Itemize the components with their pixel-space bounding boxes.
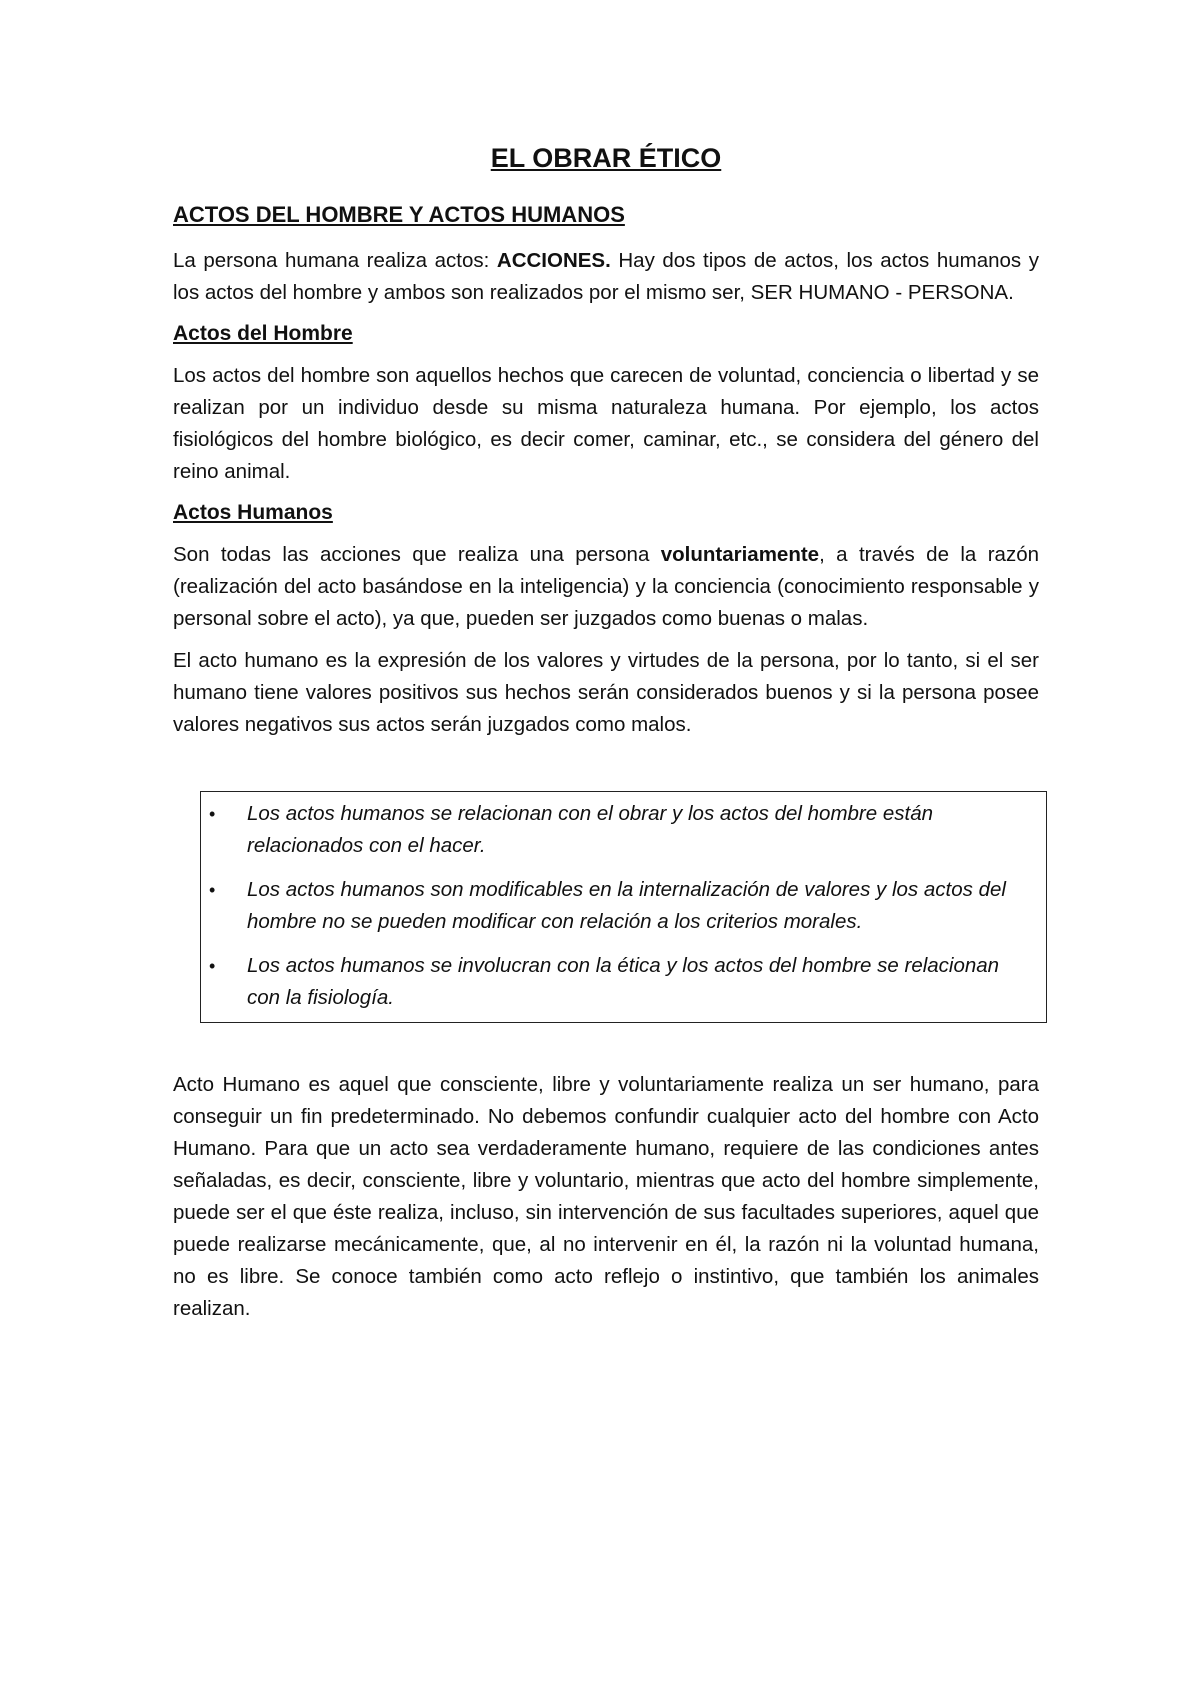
list-item-text: Los actos humanos se relacionan con el obrar y los actos del hombre están relacionados con el hacer. [247, 802, 933, 858]
list-item-text: Los actos humanos son modificables en la internalización de valores y los actos del hombre no se pueden modificar con relación a los criterios morales. [247, 878, 1006, 934]
comparison-list [209, 798, 1028, 1014]
paragraph-actos-humanos-values: El acto humano es la expresión de los valores y virtudes de la persona, por lo tanto, si el ser humano tiene valores positivos sus hechos serán considerados buenos y si la persona posee valores negativos sus actos serán juzgados como malos. [173, 649, 1039, 737]
intro-text-before: La persona humana realiza actos: [173, 248, 497, 272]
subheading-actos-humanos: Actos Humanos [173, 500, 333, 524]
document-title: EL OBRAR ÉTICO [490, 143, 722, 173]
comparison-box [200, 791, 1047, 1023]
bullet-icon: • [209, 804, 216, 825]
bullet-icon: • [209, 956, 216, 977]
paragraph-actos-humanos-definition [173, 539, 1039, 635]
definition-bold-term: voluntariamente [660, 543, 820, 567]
list-item [209, 798, 1028, 862]
intro-bold-term: ACCIONES. [496, 248, 611, 272]
definition-text-before: Son todas las acciones que realiza una persona [173, 543, 661, 567]
paragraph-actos-del-hombre: Los actos del hombre son aquellos hechos que carecen de voluntad, conciencia o libertad y se realizan por un individuo desde su misma naturaleza humana. Por ejemplo, los actos fisiológicos del hombre biológico, es decir comer, caminar, etc., se considera del género del reino animal. [173, 363, 1039, 483]
list-item [209, 950, 1028, 1014]
definition-text-after: , a través de la razón (realización del acto basándose en la inteligencia) y la conciencia (conocimiento responsable y personal sobre el acto), ya que, pueden ser juzgados como buenas o malas. [173, 543, 1039, 631]
intro-paragraph [173, 245, 1039, 309]
document-page [173, 142, 1039, 1335]
closing-paragraph: Acto Humano es aquel que consciente, libre y voluntariamente realiza un ser humano, para conseguir un fin predeterminado. No debemos confundir cualquier acto del hombre con Acto Humano. Para que un acto sea verdaderamente humano, requiere de las condiciones antes señaladas, es decir, consciente, libre y voluntario, mientras que acto del hombre simplemente, puede ser el que éste realiza, incluso, sin intervención de sus facultades superiores, aquel que puede realizarse mecánicamente, que, al no intervenir en él, la razón ni la voluntad humana, no es libre. Se conoce también como acto reflejo o instintivo, que también los animales realizan. [173, 1073, 1039, 1321]
intro-text-after: Hay dos tipos de actos, los actos humanos y los actos del hombre y ambos son realizados por el mismo ser, SER HUMANO - PERSONA. [173, 248, 1039, 304]
subheading-actos-del-hombre: Actos del Hombre [173, 321, 353, 345]
section-heading: ACTOS DEL HOMBRE Y ACTOS HUMANOS [173, 202, 625, 228]
bullet-icon: • [209, 880, 216, 901]
list-item-text: Los actos humanos se involucran con la ética y los actos del hombre se relacionan con la fisiología. [247, 954, 1000, 1010]
list-item [209, 874, 1028, 938]
